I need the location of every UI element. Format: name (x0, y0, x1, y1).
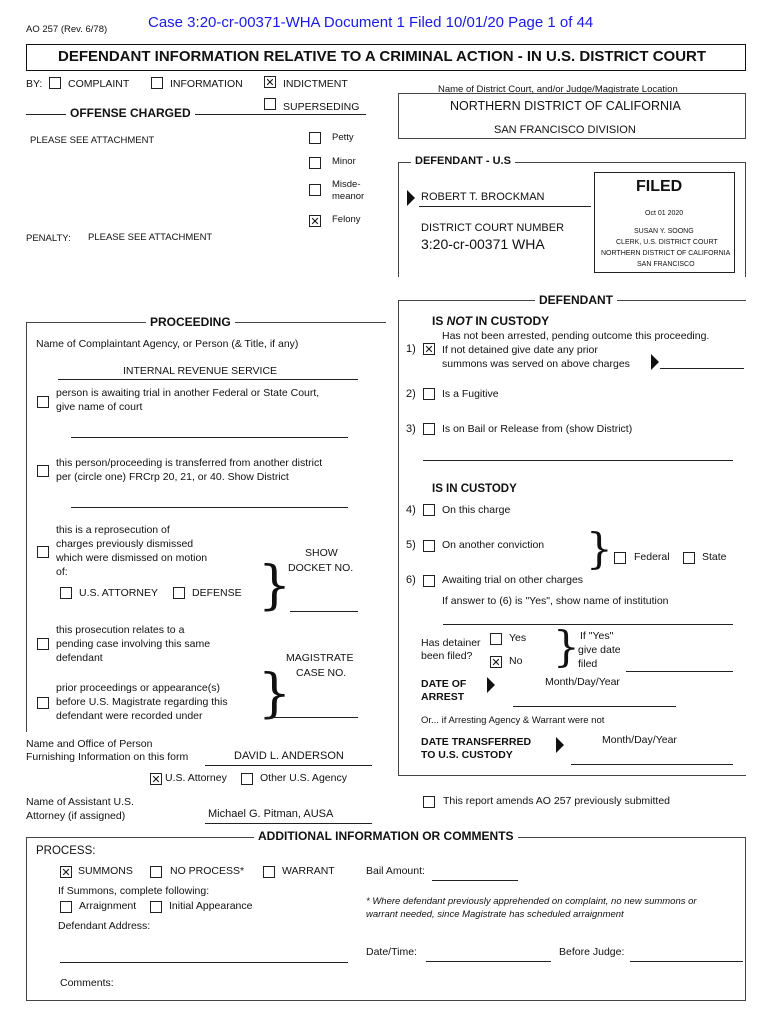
detainer-no-checkbox[interactable] (490, 656, 502, 668)
federal-label: Federal (634, 551, 670, 563)
opt3-num: 3) (406, 423, 416, 435)
custody-box (398, 300, 746, 776)
furnisher-name: DAVID L. ANDERSON (234, 750, 344, 762)
docket-line[interactable] (290, 611, 358, 612)
arrow-icon (487, 677, 495, 693)
arrow-icon (651, 354, 659, 370)
datetime-label: Date/Time: (366, 946, 417, 958)
misdemeanor-label-2: meanor (332, 191, 365, 202)
transfer-date-line[interactable] (571, 764, 733, 765)
no-process-checkbox[interactable] (150, 866, 162, 878)
transferred-checkbox[interactable] (37, 465, 49, 477)
minor-label: Minor (332, 156, 356, 167)
furnish-label-2: Furnishing Information on this form (26, 751, 189, 763)
opt1-text-a: Has not been arrested, pending outcome this proceeding. (442, 330, 710, 342)
magistrate-label-2: CASE NO. (296, 667, 347, 679)
initial-appearance-checkbox[interactable] (150, 901, 162, 913)
brace-magistrate: } (258, 664, 292, 724)
filed-clerk: SUSAN Y. SOONG (634, 228, 694, 235)
if-summons-text: If Summons, complete following: (58, 885, 210, 897)
judge-label: Before Judge: (559, 946, 625, 958)
filed-district: NORTHERN DISTRICT OF CALIFORNIA (601, 250, 731, 257)
minor-checkbox[interactable] (309, 157, 321, 169)
warrant-label: WARRANT (282, 865, 335, 877)
arrow-icon (407, 190, 415, 206)
transferred-text-2: per (circle one) FRCrp 20, 21, or 40. Show District (56, 471, 289, 483)
court-name: NORTHERN DISTRICT OF CALIFORNIA (450, 99, 681, 113)
summons-label: SUMMONS (78, 865, 133, 877)
opt5-num: 5) (406, 539, 416, 551)
other-agency-label: Other U.S. Agency (260, 772, 347, 784)
penalty-text: PLEASE SEE ATTACHMENT (88, 232, 213, 243)
amends-checkbox[interactable] (423, 796, 435, 808)
defense-motion-checkbox[interactable] (173, 587, 185, 599)
process-note-2: warrant needed, since Magistrate has scheduled arraignment (366, 909, 624, 920)
awaiting-trial-checkbox[interactable] (37, 396, 49, 408)
date-of-arrest-label-2: ARREST (421, 691, 465, 703)
by-label: BY: (26, 78, 43, 90)
district-line[interactable] (71, 507, 348, 508)
ausa-label-2: Attorney (if assigned) (26, 810, 126, 822)
us-attorney-checkbox[interactable] (150, 773, 162, 785)
ausa-label-1: Name of Assistant U.S. (26, 796, 134, 808)
show-docket-2: DOCKET NO. (288, 562, 354, 574)
opt3-text: Is on Bail or Release from (show District) (442, 423, 633, 435)
transferred-text-1: this person/proceeding is transferred from another district (56, 457, 323, 469)
detainer-yes-label: Yes (509, 632, 527, 644)
transferred-label-2: TO U.S. CUSTODY (421, 749, 513, 761)
datetime-line[interactable] (426, 961, 551, 962)
defendant-name: ROBERT T. BROCKMAN (421, 191, 545, 203)
opt2-num: 2) (406, 388, 416, 400)
ifyes-text-1: If "Yes" (580, 630, 614, 642)
superseding-label: SUPERSEDING (283, 101, 360, 113)
pending-text-1: this prosecution relates to a (56, 624, 185, 636)
filed-date: Oct 01 2020 (645, 210, 684, 217)
opt1-num: 1) (406, 343, 416, 355)
repro-text-4: of: (56, 566, 68, 578)
judge-line[interactable] (630, 961, 743, 962)
filed-clerk-title: CLERK, U.S. DISTRICT COURT (616, 239, 718, 246)
indictment-label: INDICTMENT (283, 78, 348, 90)
repro-text-3: which were dismissed on motion (56, 552, 208, 564)
repro-text-2: charges previously dismissed (56, 538, 194, 550)
or-note: Or... if Arresting Agency & Warrant were not (421, 715, 605, 726)
in-custody-title: IS IN CUSTODY (432, 483, 517, 495)
warrant-checkbox[interactable] (263, 866, 275, 878)
state-label: State (702, 551, 727, 563)
other-agency-checkbox[interactable] (241, 773, 253, 785)
court-division: SAN FRANCISCO DIVISION (494, 124, 636, 136)
offense-text: PLEASE SEE ATTACHMENT (30, 135, 155, 146)
this-charge-checkbox[interactable] (423, 504, 435, 516)
form-id: AO 257 (Rev. 6/78) (26, 24, 108, 35)
court-label: Name of District Court, and/or Judge/Magistrate Location (438, 84, 678, 95)
prior-text-3: defendant were recorded under (56, 710, 203, 722)
filed-city: SAN FRANCISCO (637, 261, 695, 268)
brace-jurisdiction: } (586, 524, 613, 573)
information-checkbox[interactable] (151, 77, 163, 89)
additional-title: ADDITIONAL INFORMATION OR COMMENTS (254, 829, 518, 843)
felony-label: Felony (332, 214, 361, 225)
defense-motion-label: DEFENSE (192, 587, 242, 599)
agency-value: INTERNAL REVENUE SERVICE (123, 365, 278, 377)
proceeding-title: PROCEEDING (146, 315, 235, 329)
arraignment-label: Arraignment (79, 900, 137, 912)
opt6-note: If answer to (6) is "Yes", show name of institution (442, 595, 669, 607)
magistrate-line[interactable] (265, 717, 358, 718)
awaiting-text-2: give name of court (56, 401, 143, 413)
process-label: PROCESS: (36, 845, 96, 857)
information-label: INFORMATION (170, 78, 243, 90)
not-in-custody-pre: IS (432, 314, 447, 328)
ausa-line (205, 823, 372, 824)
arrow-icon (556, 737, 564, 753)
arrest-date-line[interactable] (513, 706, 676, 707)
opt4-text: On this charge (442, 504, 511, 516)
filed-title: FILED (636, 178, 683, 195)
petty-label: Petty (332, 132, 354, 143)
us-attorney-label: U.S. Attorney (165, 772, 227, 784)
bail-line[interactable] (432, 880, 518, 881)
not-in-custody-post: IN CUSTODY (472, 314, 550, 328)
detainer-label-2: been filed? (421, 650, 473, 662)
no-process-label: NO PROCESS* (170, 865, 245, 877)
us-attorney-motion-label: U.S. ATTORNEY (79, 587, 158, 599)
offense-charged-title: OFFENSE CHARGED (66, 106, 195, 120)
dcn-label: DISTRICT COURT NUMBER (421, 222, 565, 234)
pending-text-3: defendant (56, 652, 103, 664)
detainer-date-line[interactable] (626, 671, 733, 672)
brace-detainer: } (553, 622, 580, 671)
opt6-num: 6) (406, 574, 416, 586)
superseding-checkbox[interactable] (264, 98, 276, 110)
case-stamp: Case 3:20-cr-00371-WHA Document 1 Filed 10/01/20 Page 1 of 44 (148, 14, 594, 31)
ifyes-text-3: filed (578, 658, 598, 670)
misdemeanor-checkbox[interactable] (309, 184, 321, 196)
reprosecution-checkbox[interactable] (37, 546, 49, 558)
detainer-yes-checkbox[interactable] (490, 633, 502, 645)
opt5-text: On another conviction (442, 539, 545, 551)
opt1-text-c: summons was served on above charges (442, 358, 630, 370)
agency-label: Name of Complaintant Agency, or Person (& Title, if any) (36, 338, 299, 350)
detainer-no-label: No (509, 655, 523, 667)
bail-label: Bail Amount: (366, 865, 425, 877)
address-line[interactable] (60, 962, 348, 963)
bail-release-checkbox[interactable] (423, 423, 435, 435)
prior-proceedings-checkbox[interactable] (37, 697, 49, 709)
pending-text-2: pending case involving this same (56, 638, 211, 650)
state-checkbox[interactable] (683, 552, 695, 564)
complaint-label: COMPLAINT (68, 78, 130, 90)
transferred-label-1: DATE TRANSFERRED (421, 736, 532, 748)
defendant-name-line (419, 206, 591, 207)
felony-checkbox[interactable] (309, 215, 321, 227)
complaint-checkbox[interactable] (49, 77, 61, 89)
not-in-custody-em: NOT (446, 314, 473, 328)
dcn-value: 3:20-cr-00371 WHA (421, 236, 545, 252)
district-release-line[interactable] (423, 460, 733, 461)
awaiting-other-checkbox[interactable] (423, 575, 435, 587)
custody-title: DEFENDANT (535, 293, 617, 307)
prior-text-2: before U.S. Magistrate regarding this (56, 696, 228, 708)
show-docket-1: SHOW (305, 547, 338, 559)
defendant-us-title: DEFENDANT - U.S (411, 155, 515, 167)
brace-docket: } (258, 556, 292, 616)
arraignment-checkbox[interactable] (60, 901, 72, 913)
petty-checkbox[interactable] (309, 132, 321, 144)
prior-text-1: prior proceedings or appearance(s) (56, 682, 221, 694)
arrest-mdy-label: Month/Day/Year (545, 676, 620, 688)
not-in-custody-title (432, 314, 549, 328)
misdemeanor-label-1: Misde- (332, 179, 361, 190)
court-name-line[interactable] (71, 437, 348, 438)
indictment-checkbox[interactable] (264, 76, 276, 88)
transfer-mdy-label: Month/Day/Year (602, 734, 677, 746)
summons-checkbox[interactable] (60, 866, 72, 878)
furnisher-line (205, 765, 372, 766)
ifyes-text-2: give date (578, 644, 621, 656)
detainer-label-1: Has detainer (421, 637, 481, 649)
magistrate-label-1: MAGISTRATE (286, 652, 354, 664)
penalty-label: PENALTY: (26, 233, 71, 244)
furnish-label-1: Name and Office of Person (26, 738, 153, 750)
opt2-text: Is a Fugitive (442, 388, 499, 400)
awaiting-text-1: person is awaiting trial in another Federal or State Court, (56, 387, 320, 399)
opt1-text-b: If not detained give date any prior (442, 344, 598, 356)
opt4-num: 4) (406, 504, 416, 516)
opt6-text: Awaiting trial on other charges (442, 574, 584, 586)
not-arrested-checkbox[interactable] (423, 343, 435, 355)
address-label: Defendant Address: (58, 920, 151, 932)
us-attorney-motion-checkbox[interactable] (60, 587, 72, 599)
process-note-1: * Where defendant previously apprehended on complaint, no new summons or (366, 896, 697, 907)
initial-appearance-label: Initial Appearance (169, 900, 253, 912)
another-conviction-checkbox[interactable] (423, 540, 435, 552)
repro-text-1: this is a reprosecution of (56, 524, 170, 536)
agency-line (58, 379, 358, 380)
ausa-name: Michael G. Pitman, AUSA (208, 808, 334, 820)
federal-checkbox[interactable] (614, 552, 626, 564)
fugitive-checkbox[interactable] (423, 388, 435, 400)
amends-text: This report amends AO 257 previously submitted (443, 795, 671, 807)
institution-line[interactable] (443, 624, 733, 625)
summons-date-line[interactable] (660, 368, 744, 369)
comments-label: Comments: (60, 977, 114, 989)
date-of-arrest-label-1: DATE OF (421, 678, 467, 690)
page-title: DEFENDANT INFORMATION RELATIVE TO A CRIMINAL ACTION - IN U.S. DISTRICT COURT (58, 48, 707, 65)
pending-case-checkbox[interactable] (37, 638, 49, 650)
